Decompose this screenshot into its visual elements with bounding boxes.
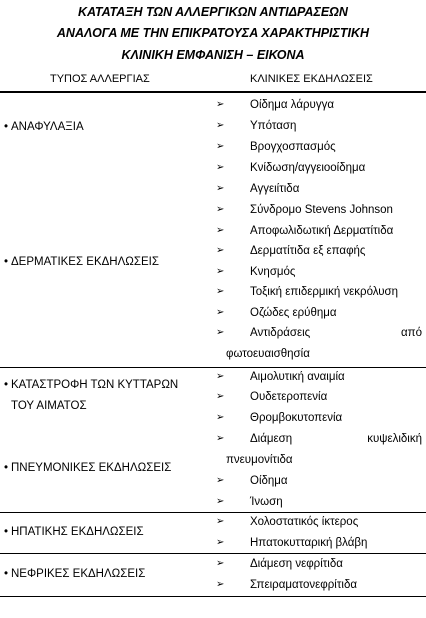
arrow-icon: ➢ — [216, 120, 225, 131]
list-item-word: από — [401, 327, 422, 339]
arrow-icon: ➢ — [216, 225, 225, 236]
list-item: Ουδετεροπενία — [250, 391, 328, 403]
arrow-icon: ➢ — [216, 371, 225, 382]
arrow-icon: ➢ — [216, 162, 225, 173]
list-item: Θρομβοκυτοπενία — [250, 412, 343, 424]
list-item: Σπειραματονεφρίτιδα — [250, 579, 357, 591]
list-item: Οίδημα — [250, 475, 288, 487]
bullet-icon: • — [4, 568, 9, 580]
list-item: Οίδημα λάρυγγα — [250, 99, 334, 111]
arrow-icon: ➢ — [216, 496, 225, 507]
arrow-icon: ➢ — [216, 558, 225, 569]
list-item: Αντιδράσεις — [250, 327, 311, 339]
bullet-icon: • — [4, 256, 9, 268]
category-blood-line-1: • ΚΑΤΑΣΤΡΟΦΗ ΤΩΝ ΚΥΤΤΑΡΩΝ — [4, 379, 179, 391]
header-rule — [0, 91, 426, 93]
title-line-1: ΚΑΤΑΤΑΞΗ ΤΩΝ ΑΛΛΕΡΓΙΚΩΝ ΑΝΤΙΔΡΑΣΕΩΝ — [78, 5, 348, 19]
list-item: Αποφωλιδωτική Δερματίτιδα — [250, 225, 394, 237]
divider-blood — [0, 367, 426, 368]
category-anaphylaxis: • ΑΝΑΦΥΛΑΞΙΑ — [4, 121, 84, 133]
title-line-2: ΑΝΑΛΟΓΑ ΜΕ ΤΗΝ ΕΠΙΚΡΑΤΟΥΣΑ ΧΑΡΑΚΤΗΡΙΣΤΙΚΗ — [56, 26, 370, 40]
arrow-icon: ➢ — [216, 141, 225, 152]
list-item-word: κυψελιδική — [367, 433, 422, 445]
list-item: Χολοστατικός ίκτερος — [250, 516, 359, 528]
arrow-icon: ➢ — [216, 327, 225, 338]
arrow-icon: ➢ — [216, 412, 225, 423]
header-allergy-type: ΤΥΠΟΣ ΑΛΛΕΡΓΙΑΣ — [50, 73, 150, 85]
list-item: Αγγειίτιδα — [250, 183, 300, 195]
list-item: Οζώδες ερύθημα — [250, 307, 337, 319]
arrow-icon: ➢ — [216, 475, 225, 486]
list-item: Υπόταση — [250, 120, 297, 132]
list-item: Διάμεση — [250, 433, 293, 445]
list-item: Σύνδρομο Stevens Johnson — [250, 204, 393, 216]
list-item: Τοξική επιδερμική νεκρόλυση — [250, 286, 399, 298]
arrow-icon: ➢ — [216, 516, 225, 527]
arrow-icon: ➢ — [216, 183, 225, 194]
arrow-icon: ➢ — [216, 579, 225, 590]
arrow-icon: ➢ — [216, 537, 225, 548]
bullet-icon: • — [4, 121, 9, 133]
category-blood-line-2: ΤΟΥ ΑΙΜΑΤΟΣ — [11, 400, 87, 412]
bullet-icon: • — [4, 526, 9, 538]
list-item-continuation: φωτοευαισθησία — [226, 348, 310, 360]
bullet-icon: • — [4, 379, 9, 391]
arrow-icon: ➢ — [216, 286, 225, 297]
arrow-icon: ➢ — [216, 99, 225, 110]
list-item: Δερματίτιδα εξ επαφής — [250, 245, 366, 257]
divider-renal — [0, 553, 426, 554]
category-skin: • ΔΕΡΜΑΤΙΚΕΣ ΕΚΔΗΛΩΣΕΙΣ — [4, 256, 159, 268]
list-item: Κνίδωση/αγγειοοίδημα — [250, 162, 366, 174]
header-clinical-manifestations: ΚΛΙΝΙΚΕΣ ΕΚΔΗΛΩΣΕΙΣ — [250, 73, 373, 85]
list-item: Βρογχοσπασμός — [250, 141, 336, 153]
arrow-icon: ➢ — [216, 391, 225, 402]
arrow-icon: ➢ — [216, 266, 225, 277]
bullet-icon: • — [4, 462, 9, 474]
title-line-3: ΚΛΙΝΙΚΗ ΕΜΦΑΝΙΣΗ – ΕΙΚΟΝΑ — [121, 48, 305, 62]
category-hepatic: • ΗΠΑΤΙΚΗΣ ΕΚΔΗΛΩΣΕΙΣ — [4, 526, 144, 538]
arrow-icon: ➢ — [216, 307, 225, 318]
category-pulmonary: • ΠΝΕΥΜΟΝΙΚΕΣ ΕΚΔΗΛΩΣΕΙΣ — [4, 462, 172, 474]
divider-hepatic — [0, 512, 426, 513]
arrow-icon: ➢ — [216, 433, 225, 444]
list-item: Κνησμός — [250, 266, 296, 278]
list-item: Ηπατοκυτταρική βλάβη — [250, 537, 368, 549]
list-item: Ίνωση — [250, 496, 283, 508]
list-item-continuation: πνευμονίτιδα — [226, 454, 293, 466]
list-item: Αιμολυτική αναιμία — [250, 371, 345, 383]
arrow-icon: ➢ — [216, 245, 225, 256]
category-renal: • ΝΕΦΡΙΚΕΣ ΕΚΔΗΛΩΣΕΙΣ — [4, 568, 146, 580]
list-item: Διάμεση νεφρίτιδα — [250, 558, 343, 570]
bottom-rule — [0, 596, 426, 597]
arrow-icon: ➢ — [216, 204, 225, 215]
